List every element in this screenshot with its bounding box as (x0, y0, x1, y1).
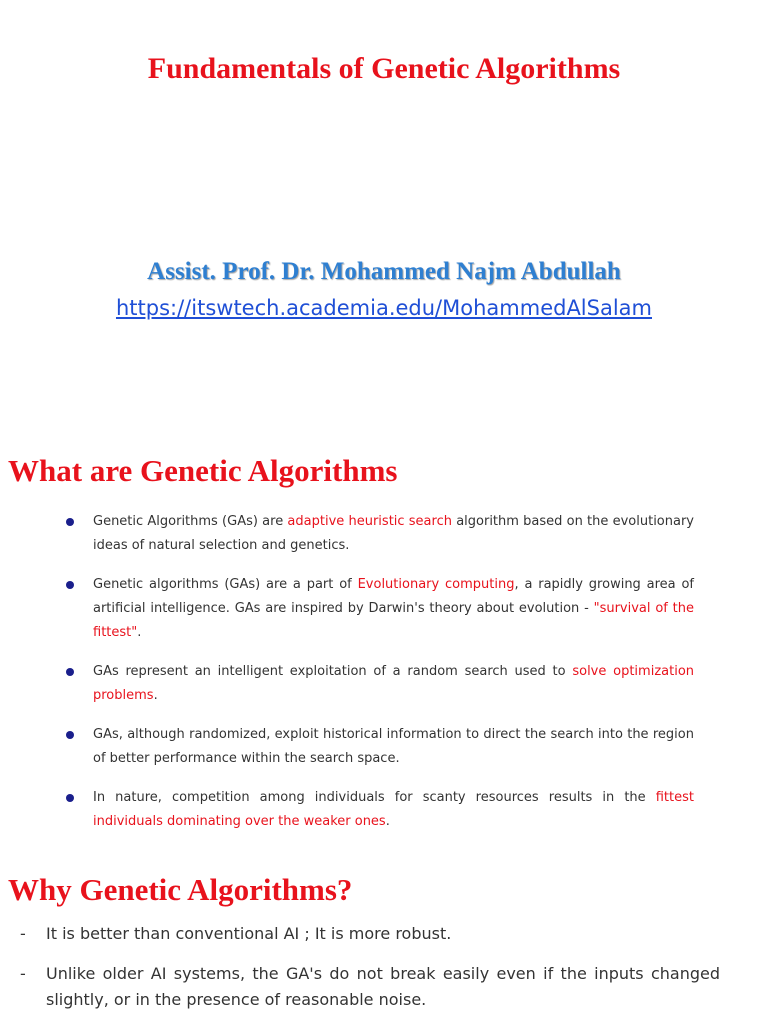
section-heading-why: Why Genetic Algorithms? (8, 872, 353, 907)
bullet-text: . (137, 625, 142, 640)
dash-mark: - (20, 964, 26, 983)
bullet-text: . (153, 688, 158, 703)
bullet-text: In nature, competition among individuals for scanty resources results in the (93, 790, 656, 805)
dash-text: Unlike older AI systems, the GA's do not break easily even if the inputs changed slightly, or in the presence of reasonable noise. (46, 964, 720, 1009)
bullet-dot-icon (66, 668, 74, 676)
bullet-dot-icon (66, 518, 74, 526)
bullet-list (64, 510, 694, 849)
list-item (64, 723, 694, 771)
highlight-text: adaptive heuristic search (287, 514, 452, 529)
bullet-text: GAs, although randomized, exploit historical information to direct the search into the region of better performance within the search space. (93, 727, 694, 766)
section-heading-what: What are Genetic Algorithms (8, 453, 398, 488)
author-name: Assist. Prof. Dr. Mohammed Najm Abdullah (147, 258, 621, 285)
list-item (20, 961, 720, 1013)
bullet-dot-icon (66, 794, 74, 802)
bullet-text: algorithm based on the evolutionary ideas of natural selection and genetics. (93, 514, 695, 553)
list-item (64, 573, 694, 645)
highlight-text: fittest individuals dominating over the weaker ones (93, 790, 694, 829)
bullet-text: . (385, 814, 390, 829)
list-item (64, 660, 694, 708)
bullet-text: Genetic Algorithms (GAs) are (93, 514, 288, 529)
list-item (64, 786, 694, 834)
list-item (20, 921, 720, 947)
page-title: Fundamentals of Genetic Algorithms (147, 52, 621, 85)
dash-mark: - (20, 924, 26, 943)
bullet-text: Genetic algorithms (GAs) are a part of (93, 577, 358, 592)
dash-text: It is better than conventional AI ; It is more robust. (46, 924, 452, 943)
bullet-text: , a rapidly growing area of artificial intelligence. GAs are inspired by Darwin's theory about evolution - (93, 577, 694, 616)
bullet-dot-icon (66, 581, 74, 589)
list-item (64, 510, 694, 558)
bullet-text: GAs represent an intelligent exploitation of a random search used to (93, 664, 573, 679)
highlight-text: Evolutionary computing (357, 577, 515, 592)
highlight-text: solve optimization problems (93, 664, 695, 703)
bullet-dot-icon (66, 731, 74, 739)
highlight-text: "survival of the fittest" (93, 601, 694, 640)
profile-link[interactable]: https://itswtech.academia.edu/MohammedAlSalam (115, 296, 652, 320)
dash-list (20, 921, 720, 1027)
